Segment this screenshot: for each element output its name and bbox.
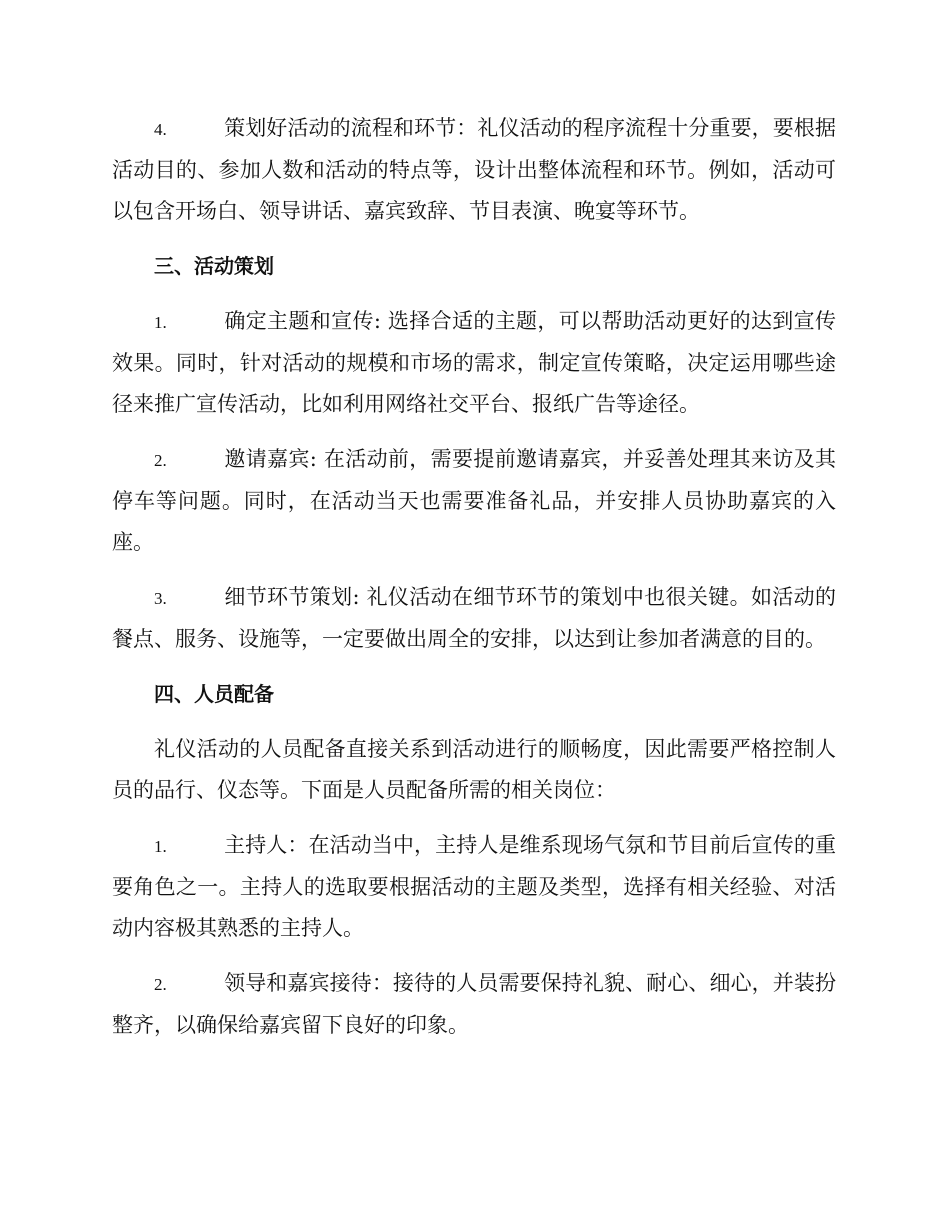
list-item xyxy=(112,825,836,949)
list-item xyxy=(112,301,836,425)
section-heading: 四、人员配备 xyxy=(154,682,274,706)
list-item xyxy=(112,108,836,232)
list-item-text: 邀请嘉宾: 在活动前，需要提前邀请嘉宾，并妥善处理其来访及其停车等问题。同时，在活动当天也需要准备礼品，并安排人员协助嘉宾的入座。 xyxy=(112,447,836,554)
list-item-text: 主持人：在活动当中，主持人是维系现场气氛和节目前后宣传的重要角色之一。主持人的选取要根据活动的主题及类型，选择有相关经验、对活动内容极其熟悉的主持人。 xyxy=(112,833,836,940)
list-item-text: 策划好活动的流程和环节：礼仪活动的程序流程十分重要，要根据活动目的、参加人数和活动的特点等，设计出整体流程和环节。例如，活动可以包含开场白、领导讲话、嘉宾致辞、节目表演、晚宴等环节。 xyxy=(112,116,836,223)
list-number: 1. xyxy=(154,837,167,856)
list-item-text: 领导和嘉宾接待：接待的人员需要保持礼貌、耐心、细心，并装扮整齐，以确保给嘉宾留下良好的印象。 xyxy=(112,971,836,1037)
body-paragraph: 礼仪活动的人员配备直接关系到活动进行的顺畅度，因此需要严格控制人员的品行、仪态等。下面是人员配备所需的相关岗位： xyxy=(112,737,836,802)
list-item-text: 细节环节策划: 礼仪活动在细节环节的策划中也很关键。如活动的餐点、服务、设施等，一定要做出周全的安排，以达到让参加者满意的目的。 xyxy=(112,585,836,651)
section-heading: 三、活动策划 xyxy=(154,254,274,278)
list-item-text: 确定主题和宣传: 选择合适的主题，可以帮助活动更好的达到宣传效果。同时，针对活动的规模和市场的需求，制定宣传策略，决定运用哪些途径来推广宣传活动，比如利用网络社交平台、报纸广告等途径。 xyxy=(112,309,836,416)
list-number: 3. xyxy=(154,589,167,608)
list-item xyxy=(112,439,836,563)
list-number: 2. xyxy=(154,975,167,994)
list-number: 1. xyxy=(154,313,167,332)
list-number: 4. xyxy=(154,120,167,139)
document-page xyxy=(112,108,836,1060)
list-item xyxy=(112,963,836,1046)
list-number: 2. xyxy=(154,451,167,470)
list-item xyxy=(112,577,836,660)
